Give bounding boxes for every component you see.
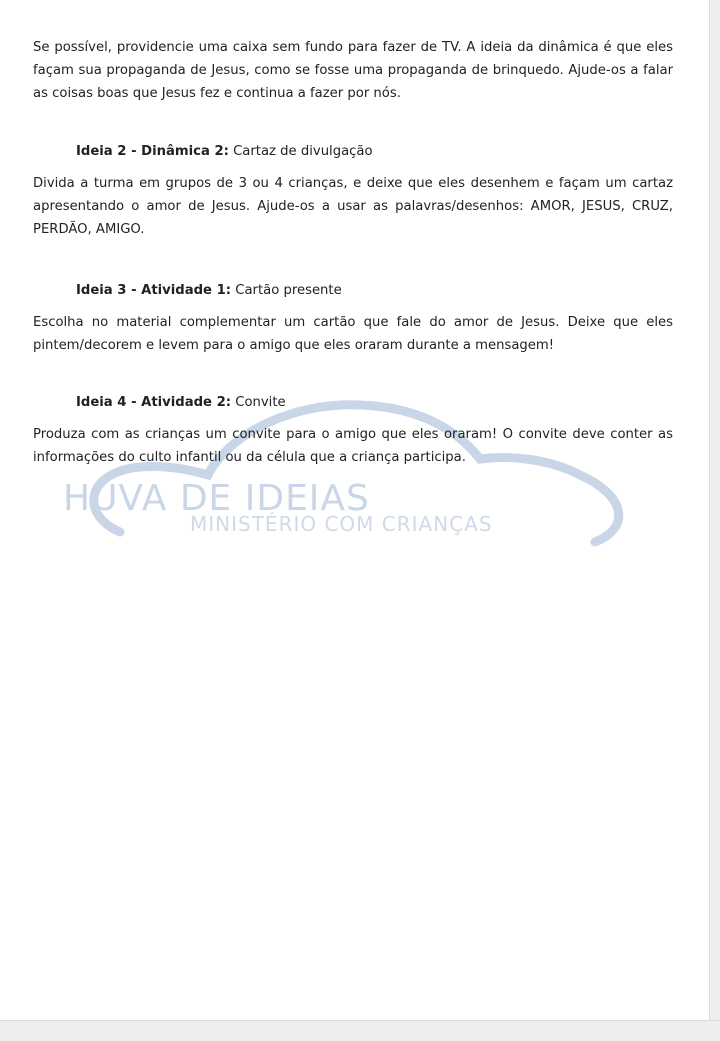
section-heading-ideia-3 — [33, 279, 673, 302]
intro-paragraph: Se possível, providencie uma caixa sem fundo para fazer de TV. A ideia da dinâmica é que eles façam sua propaganda de Jesus, como se fosse uma propaganda de brinquedo. Ajude-os a falar as coisas boas que Jesus fez e continua a fazer por nós. — [33, 40, 673, 101]
section-heading-title: Cartaz de divulgação — [228, 144, 373, 159]
section-heading-title: Cartão presente — [231, 283, 342, 298]
section-heading-title: Convite — [231, 395, 286, 410]
document-content — [33, 36, 673, 469]
section-body-ideia-4: Produza com as crianças um convite para o amigo que eles oraram! O convite deve conter as informações do culto infantil ou da célula que a criança participa. — [33, 427, 673, 465]
section-heading-label: Ideia 3 - Atividade 1: — [76, 283, 232, 298]
section-heading-ideia-4 — [33, 391, 673, 414]
watermark-subtitle: MINISTÉRIO COM CRIANÇAS — [190, 512, 493, 536]
section-heading-label: Ideia 4 - Atividade 2: — [76, 395, 232, 410]
section-heading-label: Ideia 2 - Dinâmica 2: — [76, 144, 229, 159]
section-heading-ideia-2 — [33, 140, 673, 163]
section-body-ideia-2: Divida a turma em grupos de 3 ou 4 crianças, e deixe que eles desenhem e façam um cartaz apresentando o amor de Jesus. Ajude-os a usar as palavras/desenhos: AMOR, JESUS, CRUZ, PERDÃO, AMIGO. — [33, 176, 673, 237]
viewer-bottom-edge — [0, 1020, 720, 1041]
section-body-ideia-3: Escolha no material complementar um cartão que fale do amor de Jesus. Deixe que eles pintem/decorem e levem para o amigo que eles oraram durante a mensagem! — [33, 315, 673, 353]
viewer-scroll-edge[interactable] — [709, 0, 720, 1040]
watermark-title: HUVA DE IDEIAS — [63, 478, 370, 519]
